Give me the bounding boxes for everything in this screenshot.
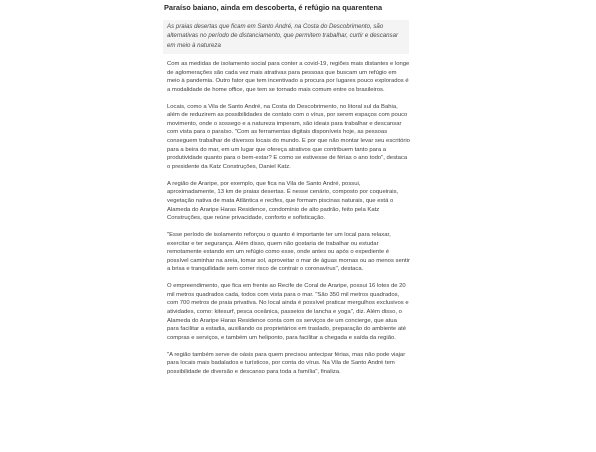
article-paragraph: Locais, como a Vila de Santo André, na Costa do Descobrimento, no litoral sul da Bahia, além de reduzirem as possibilidades de contato com o vírus, por serem espaços com pouco movimento, onde o sossego e a natureza imperam, são ideais para trabalhar e descansar com vista para o paraíso. "Com as ferramentas digitais disponíveis hoje, as pessoas conseguem trabalhar de diversos locais do mundo. E por que não montar levar seu escritório para a beira do mar, em um lugar que ofereça atrativos que contribuem tanto para a produtividade quanto para o bem-estar? E como se estivesse de férias o ano todo", destaca o presidente da Katz Construções, Daniel Katz. — [167, 103, 410, 170]
article — [160, 0, 412, 452]
article-body — [167, 60, 410, 385]
article-paragraph: Com as medidas de isolamento social para conter a covid-19, regiões mais distantes e longe de aglomerações são cada vez mais atrativas para pessoas que buscam um refúgio em meio à pandemia. Outro fator que tem incentivado a procura por lugares pouco explorados é a modalidade de home office, que tem se tornado mais comum entre os brasileiros. — [167, 61, 410, 93]
article-title: Paraíso baiano, ainda em descoberta, é refúgio na quarentena — [164, 3, 383, 12]
article-paragraph: A região de Araripe, por exemplo, que fica na Vila de Santo André, possui, aproximadamente, 13 km de praias desertas. É nesse cenário, composto por coqueirais, vegetação nativa de mata Atlântica e recifes, que formam piscinas naturais, que está o Alameda do Araripe Haras Residence, condomínio de alto padrão, feito pela Katz Construções, que reúne privacidade, conforto e sofisticação. — [167, 180, 399, 222]
article-lead: As praias desertas que ficam em Santo André, na Costa do Descobrimento, são alternativas no período de distanciamento, que permitem trabalhar, curtir e descansar em meio à natureza — [163, 20, 409, 54]
article-paragraph: "A região também serve de oásis para quem precisou antecipar férias, mas não pode viajar para locais mais badalados e turísticos, por conta do vírus. Na Vila de Santo André tem possibilidade de diversão e descanso para toda a família", finaliza. — [167, 351, 406, 375]
article-paragraph: O empreendimento, que fica em frente ao Recife de Coral de Araripe, possui 16 lotes de 20 mil metros quadrados cada, todos com vista para o mar. "São 350 mil metros quadrados, com 700 metros de praia privativa. No local ainda é possível praticar mergulhos exclusivos e atividades, como: kitesurf, pesca oceânica, passeios de lancha e yoga", diz. Além disso, o Alameda do Araripe Haras Residence conta com os serviços de um concierge, que atua para facilitar a estadia, auxiliando os proprietários em traslado, preparação do ambiente até compras e serviços, e também um heliponto, para facilitar a chegada e saída da região. — [167, 283, 409, 341]
article-paragraph: "Esse período de isolamento reforçou o quanto é importante ter um local para relaxar, exercitar e ter segurança. Além disso, quem não gostaria de trabalhar ou estudar remotamente estando em um refúgio como esse, onde antes ou após o expediente é possível caminhar na areia, tomar sol, aproveitar o mar de águas mornas ou ao menos sentir a brisa e tranquilidade sem correr risco de contrair o coronavírus", destaca. — [167, 231, 410, 273]
